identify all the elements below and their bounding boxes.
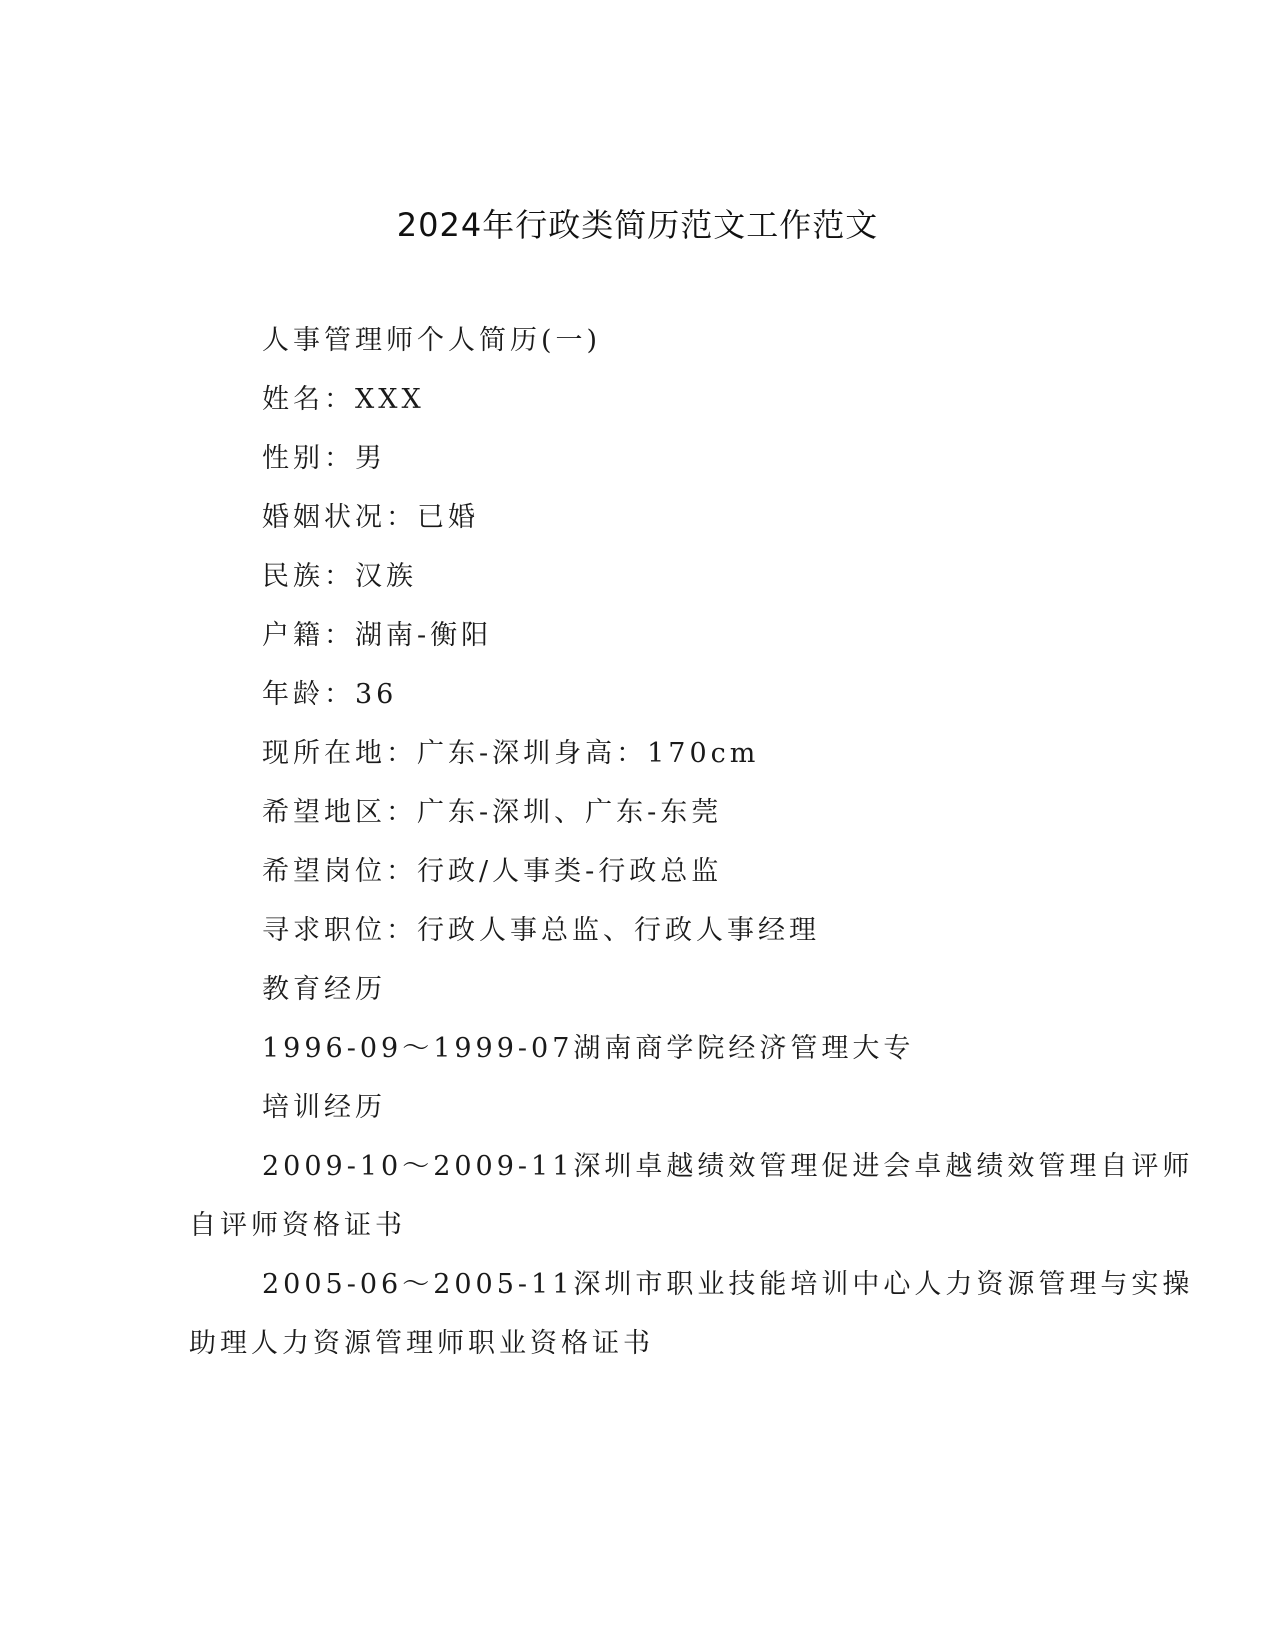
field-gender: 性别：男 [262, 443, 386, 474]
field-job-sought: 寻求职位：行政人事总监、行政人事经理 [262, 915, 820, 946]
field-household-registration: 户籍：湖南-衡阳 [262, 620, 493, 651]
section-education: 教育经历 [262, 974, 386, 1005]
field-marital-status: 婚姻状况：已婚 [262, 502, 479, 533]
field-age: 年龄：36 [262, 679, 398, 710]
training-entry-1: 2009-10～2009-11深圳卓越绩效管理促进会卓越绩效管理自评师 [262, 1151, 1194, 1182]
training-entry-2: 2005-06～2005-11深圳市职业技能培训中心人力资源管理与实操 [262, 1269, 1194, 1300]
field-ethnicity: 民族：汉族 [262, 561, 417, 592]
training-entry-2-continued: 助理人力资源管理师职业资格证书 [189, 1328, 654, 1359]
field-location-height: 现所在地：广东-深圳身高：170cm [262, 738, 760, 769]
education-entry: 1996-09～1999-07湖南商学院经济管理大专 [262, 1033, 915, 1064]
section-training: 培训经历 [262, 1092, 386, 1123]
resume-heading: 人事管理师个人简历(一) [262, 325, 602, 356]
training-entry-1-continued: 自评师资格证书 [189, 1210, 406, 1241]
field-name: 姓名：XXX [262, 384, 425, 415]
field-desired-position: 希望岗位：行政/人事类-行政总监 [262, 856, 723, 887]
field-desired-region: 希望地区：广东-深圳、广东-东莞 [262, 797, 723, 828]
document-title: 2024年行政类简历范文工作范文 [396, 206, 879, 244]
